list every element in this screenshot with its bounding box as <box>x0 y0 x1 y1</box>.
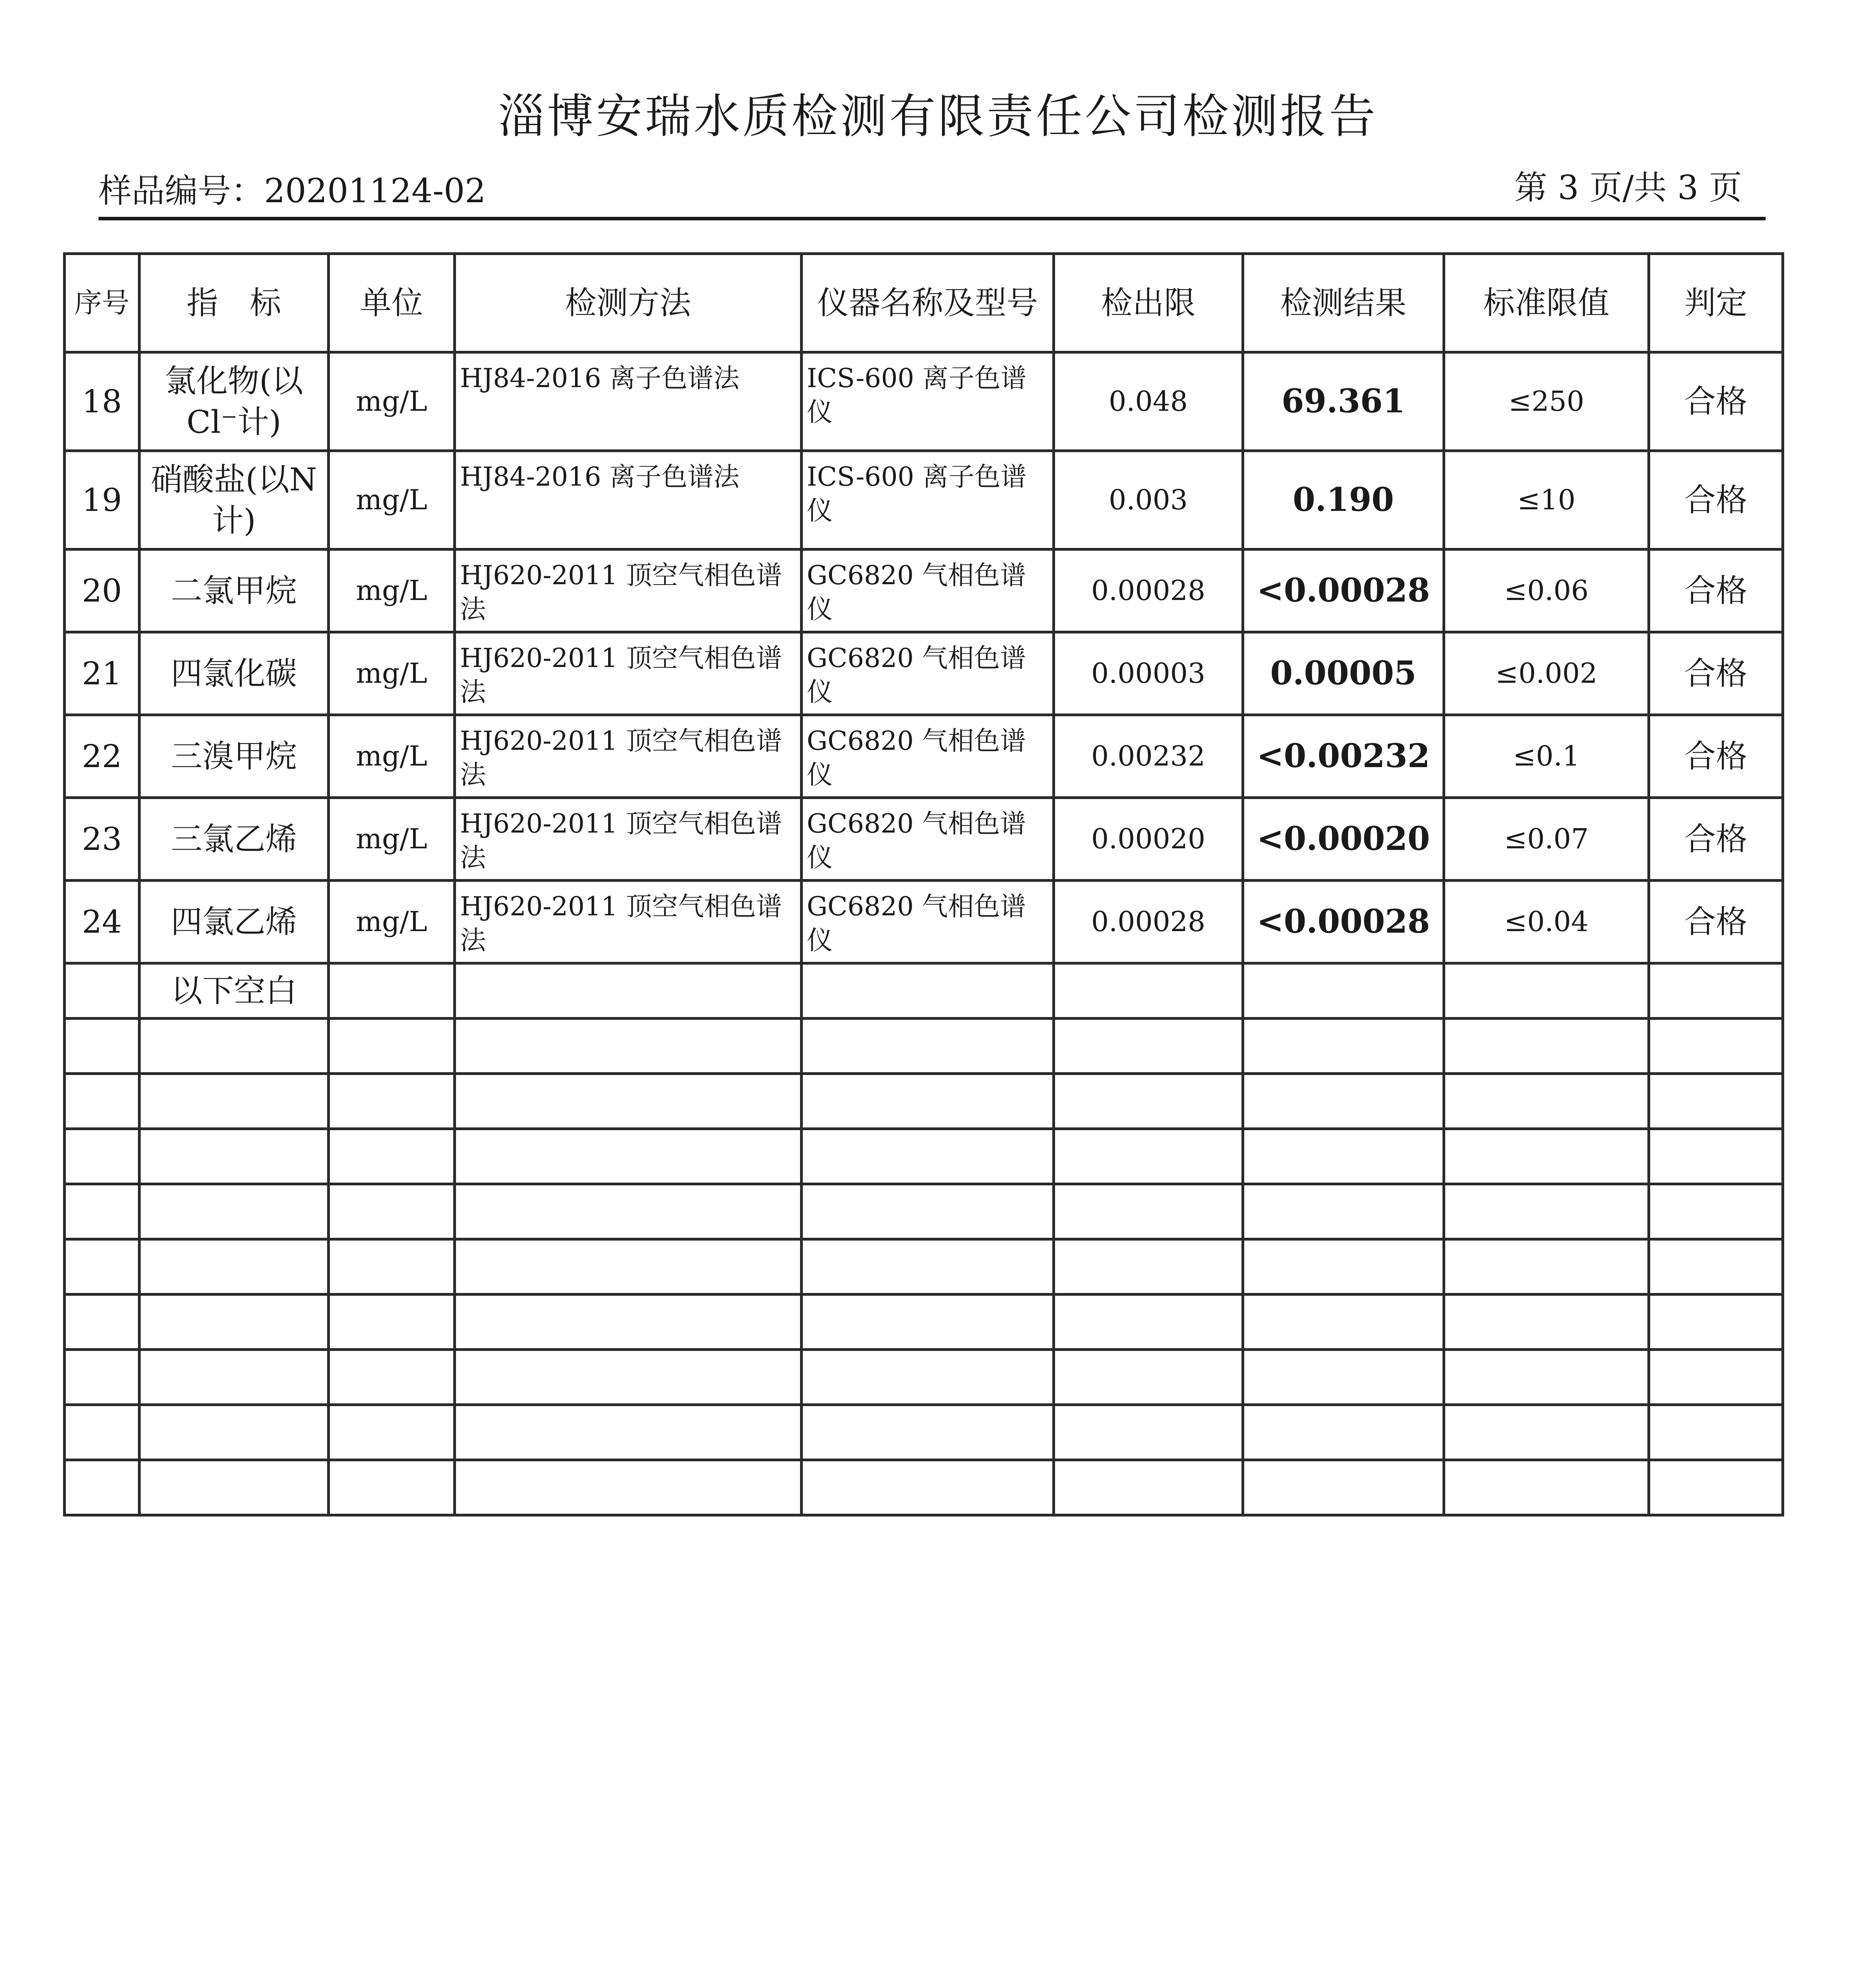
row-instrument: GC6820 气相色谱仪 <box>802 715 1054 798</box>
row-method: HJ620-2011 顶空气相色谱法 <box>455 632 802 715</box>
row-standard: ≤0.06 <box>1444 550 1649 632</box>
empty-row <box>65 1129 1783 1184</box>
row-method: HJ84-2016 离子色谱法 <box>455 352 802 451</box>
empty-row <box>65 1460 1783 1515</box>
row-no: 24 <box>65 881 140 963</box>
header-detection-limit: 检出限 <box>1054 254 1243 352</box>
row-limit: 0.048 <box>1054 352 1243 451</box>
row-limit: 0.00020 <box>1054 798 1243 881</box>
row-method: HJ84-2016 离子色谱法 <box>455 451 802 550</box>
row-judgement: 合格 <box>1649 715 1783 798</box>
row-standard: ≤0.04 <box>1444 881 1649 963</box>
results-table <box>63 252 1784 1516</box>
header-result: 检测结果 <box>1243 254 1444 352</box>
row-judgement: 合格 <box>1649 352 1783 451</box>
report-meta <box>99 170 1766 220</box>
row-instrument: GC6820 气相色谱仪 <box>802 550 1054 632</box>
row-limit: 0.00003 <box>1054 632 1243 715</box>
row-no: 19 <box>65 451 140 550</box>
row-result: <0.00028 <box>1243 550 1444 632</box>
empty-row <box>65 1239 1783 1295</box>
page-number: 第 3 页/共 3 页 <box>1514 168 1742 207</box>
header-method: 检测方法 <box>455 254 802 352</box>
row-item: 四氯乙烯 <box>140 881 329 963</box>
row-no: 22 <box>65 715 140 798</box>
row-result: 0.190 <box>1243 451 1444 550</box>
row-no: 23 <box>65 798 140 881</box>
row-result: <0.00028 <box>1243 881 1444 963</box>
empty-row <box>65 1295 1783 1350</box>
row-instrument: ICS-600 离子色谱仪 <box>802 352 1054 451</box>
row-limit: 0.003 <box>1054 451 1243 550</box>
table-row <box>65 550 1783 632</box>
sample-number: 样品编号：20201124-02 <box>99 171 486 210</box>
row-judgement: 合格 <box>1649 881 1783 963</box>
table-row <box>65 352 1783 451</box>
table-row <box>65 632 1783 715</box>
row-result: <0.00020 <box>1243 798 1444 881</box>
row-unit: mg/L <box>329 715 455 798</box>
row-instrument: GC6820 气相色谱仪 <box>802 632 1054 715</box>
row-item: 氯化物(以Cl⁻计) <box>140 352 329 451</box>
header-judgement: 判定 <box>1649 254 1783 352</box>
row-unit: mg/L <box>329 352 455 451</box>
blank-note-row <box>65 963 1783 1019</box>
table-header-row <box>65 254 1783 352</box>
row-instrument: GC6820 气相色谱仪 <box>802 881 1054 963</box>
row-unit: mg/L <box>329 798 455 881</box>
row-method: HJ620-2011 顶空气相色谱法 <box>455 881 802 963</box>
row-method: HJ620-2011 顶空气相色谱法 <box>455 550 802 632</box>
header-instrument: 仪器名称及型号 <box>802 254 1054 352</box>
empty-row <box>65 1350 1783 1405</box>
row-standard: ≤250 <box>1444 352 1649 451</box>
row-item: 硝酸盐(以N计) <box>140 451 329 550</box>
row-limit: 0.00028 <box>1054 550 1243 632</box>
row-no: 18 <box>65 352 140 451</box>
row-judgement: 合格 <box>1649 798 1783 881</box>
row-unit: mg/L <box>329 451 455 550</box>
row-judgement: 合格 <box>1649 550 1783 632</box>
table-row <box>65 798 1783 881</box>
row-instrument: ICS-600 离子色谱仪 <box>802 451 1054 550</box>
row-result: 0.00005 <box>1243 632 1444 715</box>
row-item: 二氯甲烷 <box>140 550 329 632</box>
header-unit: 单位 <box>329 254 455 352</box>
row-result: 69.361 <box>1243 352 1444 451</box>
row-method: HJ620-2011 顶空气相色谱法 <box>455 798 802 881</box>
row-method: HJ620-2011 顶空气相色谱法 <box>455 715 802 798</box>
row-unit: mg/L <box>329 632 455 715</box>
row-standard: ≤10 <box>1444 451 1649 550</box>
header-no: 序号 <box>65 254 140 352</box>
row-item: 三溴甲烷 <box>140 715 329 798</box>
row-standard: ≤0.002 <box>1444 632 1649 715</box>
row-standard: ≤0.1 <box>1444 715 1649 798</box>
row-unit: mg/L <box>329 881 455 963</box>
header-standard: 标准限值 <box>1444 254 1649 352</box>
empty-row <box>65 1074 1783 1129</box>
row-limit: 0.00232 <box>1054 715 1243 798</box>
table-row <box>65 715 1783 798</box>
row-instrument: GC6820 气相色谱仪 <box>802 798 1054 881</box>
empty-row <box>65 1184 1783 1239</box>
row-standard: ≤0.07 <box>1444 798 1649 881</box>
row-no: 21 <box>65 632 140 715</box>
empty-row <box>65 1019 1783 1074</box>
row-judgement: 合格 <box>1649 451 1783 550</box>
row-judgement: 合格 <box>1649 632 1783 715</box>
empty-row <box>65 1405 1783 1460</box>
report-title: 淄博安瑞水质检测有限责任公司检测报告 <box>498 89 1378 143</box>
row-result: <0.00232 <box>1243 715 1444 798</box>
row-limit: 0.00028 <box>1054 881 1243 963</box>
row-item: 四氯化碳 <box>140 632 329 715</box>
row-item: 三氯乙烯 <box>140 798 329 881</box>
table-row <box>65 451 1783 550</box>
header-item: 指 标 <box>140 254 329 352</box>
table-row <box>65 881 1783 963</box>
row-unit: mg/L <box>329 550 455 632</box>
blank-note: 以下空白 <box>140 963 329 1019</box>
row-no: 20 <box>65 550 140 632</box>
